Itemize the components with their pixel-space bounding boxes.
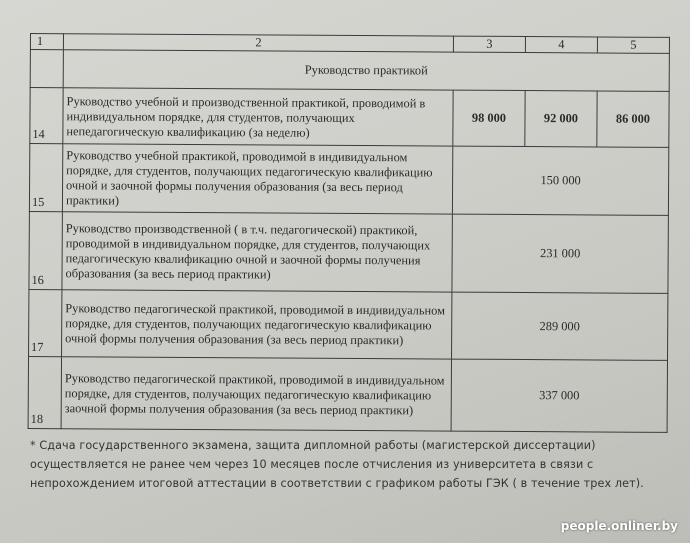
section-empty-cell (30, 50, 63, 88)
row-number: 18 (28, 356, 61, 428)
price-cell: 98 000 (453, 90, 525, 146)
section-title: Руководство практикой (63, 50, 669, 92)
price-cell: 92 000 (525, 91, 597, 147)
row-description: Руководство учебной практикой, проводимой в индивидуальном порядке, для студентов, получающих педагогическую квалификацию очной и заочной формы получения образования (за весь период практики) (62, 144, 452, 214)
header-col-5: 5 (597, 37, 669, 53)
header-col-3: 3 (453, 36, 525, 52)
table-row (30, 88, 669, 148)
row-description: Руководство педагогической практикой, проводимой в индивидуальном порядке, для студентов, получающих педагогическую квалификацию заочной формы получения образования (за весь период практики) (61, 357, 451, 431)
row-description: Руководство производственной ( в т.ч. педагогической) практикой, проводимой в индивидуальном порядке, для студентов, получающих педагогическую квалификацию очной и заочной формы получения образования (за весь период практики) (62, 212, 452, 292)
table-row (28, 356, 667, 432)
price-cell: 150 000 (452, 146, 668, 215)
header-col-2: 2 (63, 34, 453, 52)
price-cell: 231 000 (452, 214, 668, 293)
row-description: Руководство учебной и производственной практикой, проводимой в индивидуальном порядке, для студентов, получающих непедагогическую квалификацию (за неделю) (63, 88, 453, 146)
row-description: Руководство педагогической практикой, проводимой в индивидуальном порядке, для студентов, получающих педагогическую квалификацию очной формы получения образования (за весь период практики) (62, 290, 452, 359)
header-col-1: 1 (30, 34, 63, 50)
footnote: * Сдача государственного экзамена, защита дипломной работы (магистерской диссертации) осуществляется не ранее чем через 10 месяцев после отчисления из университета в связи с непрохождением итоговой аттестации в соответствии с графиком работы ГЭК ( в течение трех лет). (30, 439, 644, 490)
header-col-4: 4 (525, 37, 597, 53)
price-cell: 337 000 (451, 359, 667, 432)
price-cell: 86 000 (597, 91, 669, 147)
table-row (29, 211, 668, 293)
row-number: 16 (29, 211, 62, 289)
table-row (29, 289, 668, 360)
row-number: 17 (29, 289, 62, 356)
price-cell: 289 000 (452, 292, 668, 360)
table-row (29, 144, 668, 216)
row-number: 15 (29, 144, 62, 212)
fee-table (28, 33, 670, 433)
watermark-logo: people.onliner.by (560, 519, 678, 533)
row-number: 14 (30, 88, 63, 144)
section-row (30, 50, 669, 92)
